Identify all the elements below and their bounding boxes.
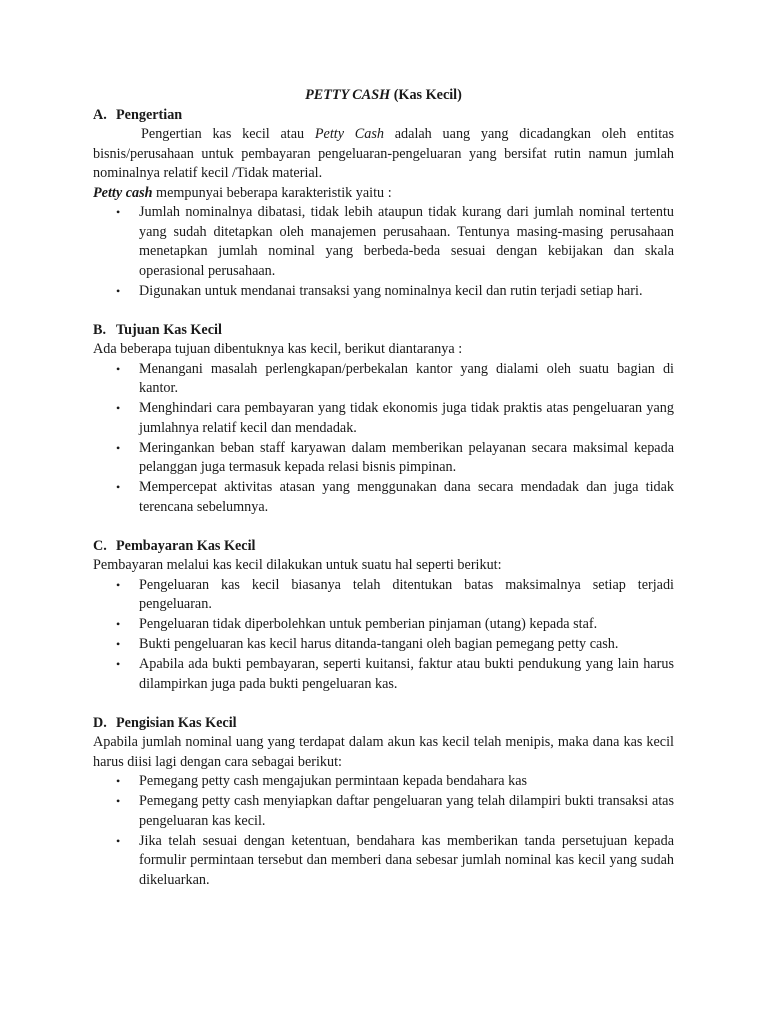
list-item bbox=[93, 772, 674, 792]
bullet-icon: • bbox=[116, 480, 121, 494]
list-item-text: Jumlah nominalnya dibatasi, tidak lebih ataupun tidak kurang dari jumlah nominal tertentu yang sudah ditetapkan oleh manajemen perusahaan. Tentunya masing-masing perusahaan menetapkan jumlah nominal yang berbeda-beda sesuai dengan kebijakan dan skala operasional perusahaan. bbox=[139, 204, 674, 279]
section-b-heading bbox=[93, 321, 674, 341]
section-c-intro: Pembayaran melalui kas kecil dilakukan untuk suatu hal seperti berikut: bbox=[93, 557, 502, 573]
section-a-subintro bbox=[93, 184, 674, 204]
section-title: Tujuan Kas Kecil bbox=[116, 321, 222, 338]
bullet-icon: • bbox=[116, 774, 121, 788]
section-a-heading bbox=[93, 106, 674, 126]
list-item bbox=[93, 478, 674, 517]
list-item-text: Mempercepat aktivitas atasan yang menggunakan dana secara mendadak dan juga tidak terencana sebelumnya. bbox=[139, 479, 674, 515]
list-item bbox=[93, 655, 674, 694]
section-title: Pengisian Kas Kecil bbox=[116, 714, 237, 731]
section-title: Pengertian bbox=[116, 106, 183, 123]
section-b-intro: Ada beberapa tujuan dibentuknya kas kecil, berikut diantaranya : bbox=[93, 341, 463, 357]
list-item-text: Apabila ada bukti pembayaran, seperti kuitansi, faktur atau bukti pendukung yang lain harus dilampirkan juga pada bukti pengeluaran kas. bbox=[139, 656, 674, 692]
list-item bbox=[93, 282, 674, 302]
bullet-icon: • bbox=[116, 401, 121, 415]
list-item bbox=[93, 792, 674, 831]
list-item-text: Menghindari cara pembayaran yang tidak ekonomis juga tidak praktis atas pengeluaran yang jumlahnya relatif kecil dan mendadak. bbox=[139, 400, 674, 436]
bullet-icon: • bbox=[116, 833, 121, 848]
spacer bbox=[93, 302, 674, 321]
page-title bbox=[93, 86, 674, 106]
intro-text: Pengertian kas kecil atau bbox=[141, 126, 315, 142]
list-item-text: Meringankan beban staff karyawan dalam memberikan pelayanan secara maksimal kepada pelanggan juga termasuk kepada relasi bisnis pimpinan. bbox=[139, 439, 674, 475]
section-letter: B. bbox=[93, 321, 107, 338]
list-item-text: Digunakan untuk mendanai transaksi yang nominalnya kecil dan rutin terjadi setiap hari. bbox=[139, 282, 643, 299]
bullet-icon: • bbox=[116, 283, 121, 298]
bullet-icon: • bbox=[116, 440, 121, 455]
bullet-icon: • bbox=[116, 577, 121, 592]
section-b-list bbox=[93, 360, 674, 518]
bullet-icon: • bbox=[116, 794, 121, 808]
title-italic: PETTY CASH bbox=[305, 87, 391, 103]
list-item-text: Pengeluaran tidak diperbolehkan untuk pemberian pinjaman (utang) kepada staf. bbox=[139, 616, 598, 632]
list-item bbox=[93, 832, 674, 891]
bullet-icon: • bbox=[116, 657, 121, 671]
bullet-icon: • bbox=[116, 617, 121, 631]
subintro-emphasis: Petty cash bbox=[93, 184, 153, 201]
list-item-text: Bukti pengeluaran kas kecil harus ditanda-tangani oleh bagian pemegang petty cash. bbox=[139, 636, 619, 652]
list-item bbox=[93, 439, 674, 478]
list-item-text: Menangani masalah perlengkapan/perbekalan kantor yang dialami oleh suatu bagian di kantor. bbox=[139, 360, 674, 396]
list-item bbox=[93, 360, 674, 399]
section-d-heading bbox=[93, 714, 674, 734]
list-item bbox=[93, 635, 674, 655]
section-title: Pembayaran Kas Kecil bbox=[116, 537, 256, 554]
bullet-icon: • bbox=[116, 205, 121, 219]
section-letter: A. bbox=[93, 106, 107, 123]
bullet-icon: • bbox=[116, 637, 121, 651]
intro-text-2: adalah uang yang dicadangkan oleh entitas bisnis/perusahaan untuk pembayaran pengeluaran-pengeluaran yang bersifat rutin namun jumlah nominalnya relatif kecil /Tidak material. bbox=[93, 126, 674, 181]
section-letter: D. bbox=[93, 714, 107, 731]
subintro-text: mempunyai beberapa karakteristik yaitu : bbox=[152, 184, 392, 201]
section-d-intro: Apabila jumlah nominal uang yang terdapat dalam akun kas kecil telah menipis, maka dana kas kecil harus diisi lagi dengan cara sebagai berikut: bbox=[93, 734, 674, 770]
document-body bbox=[93, 86, 674, 891]
list-item bbox=[93, 203, 674, 281]
bullet-icon: • bbox=[116, 361, 121, 376]
list-item-text: Pemegang petty cash menyiapkan daftar pengeluaran yang telah dilampiri bukti transaksi atas pengeluaran kas kecil. bbox=[139, 793, 674, 829]
list-item-text: Jika telah sesuai dengan ketentuan, bendahara kas memberikan tanda persetujuan kepada formulir permintaan tersebut dan memberi dana sebesar jumlah nominal kas kecil yang sudah dikeluarkan. bbox=[139, 832, 674, 888]
spacer bbox=[93, 695, 674, 714]
list-item bbox=[93, 615, 674, 635]
section-c-heading bbox=[93, 537, 674, 557]
list-item-text: Pemegang petty cash mengajukan permintaan kepada bendahara kas bbox=[139, 773, 528, 789]
section-d-list bbox=[93, 772, 674, 890]
list-item bbox=[93, 399, 674, 438]
list-item-text: Pengeluaran kas kecil biasanya telah ditentukan batas maksimalnya setiap terjadi pengeluaran. bbox=[139, 576, 674, 612]
section-a-list bbox=[93, 203, 674, 301]
list-item bbox=[93, 576, 674, 615]
spacer bbox=[93, 518, 674, 537]
section-letter: C. bbox=[93, 537, 107, 554]
intro-italic: Petty Cash bbox=[314, 126, 384, 142]
section-a-intro bbox=[93, 125, 674, 184]
title-rest: (Kas Kecil) bbox=[390, 87, 462, 103]
section-c-list bbox=[93, 576, 674, 695]
